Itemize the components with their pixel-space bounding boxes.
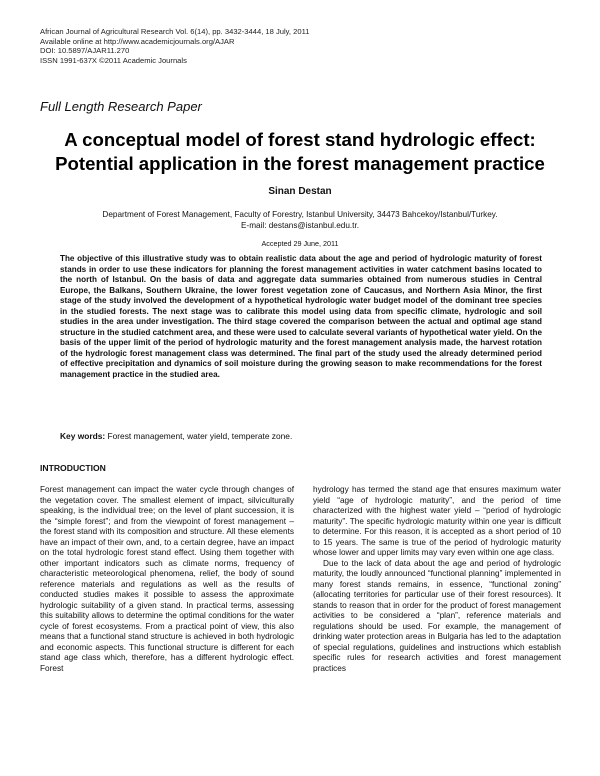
paper-title [20, 128, 580, 176]
journal-issn: ISSN 1991-637X ©2011 Academic Journals [40, 55, 187, 65]
right-column-paragraph-2: Due to the lack of data about the age and period of hydrologic maturity, the loudly announced “functional planning” implemented in many forest stands remains, in essence, “functional zoning” (allocating territories for particular use of their forest resources). It stands to reason that in order for the product of forest management activities to be considered a “plan”, reference materials and regulations should be used. For example, the management of drinking water protection areas in Bulgaria has led to the adaptation of special regulations, guidelines and instructions which establish specific rules for research activities and forest management practices [313, 558, 561, 673]
body-column-right [313, 485, 561, 674]
abstract: The objective of this illustrative study was to obtain realistic data about the age and period of hydrologic maturity of forest stands in order to use these indicators for planning the forest management activities in water catchment basins located to the north of Istanbul. On the basis of data and aggregate data summaries obtained from numerous studies in Central Europe, the Balkans, Southern Ukraine, the lower forest vegetation zone of Caucasus, and Northern Asia Minor, the first stage of the study involved the development of a hypothetical hydrologic water budget model of the dominant tree species in the studied forests. The next stage was to calibrate this model using data from specific climate, hydrologic and soil studies in the area under investigation. The third stage covered the comparison between the actual and optimal age stand structure in the studied catchment area, and these were used to calculate several variants of hypothetical water yield. On the basis of the upper limit of the period of hydrologic maturity and the forest management analysis made, the harvest rotation of the hydrologic forest management class was determined. The final part of the study used the already determined period of effective precipitation and dynamics of soil moisture during the growing season to make recommendations for the forest management practice in the studied area. [60, 254, 542, 379]
left-column-paragraph: Forest management can impact the water cycle through changes of the vegetation cover. The smallest element of impact, silviculturally speaking, is the individual tree; on the level of plant succession, it is the “simple forest”; and from the viewpoint of forest management – the forest stand with its composition and structure. All these elements have an impact of their own, and, to a certain degree, have an impact on the total hydrologic forest stand effect. Using them together with other important indicators such as climate norms, frequency of characteristic meteorological phenomena, relief, the body of sound reference materials and regulations as well as the results of conducted studies makes it possible to assess the approximate hydrologic suitability of a given stand. In practical terms, assessing this suitability allows to determine the optimal conditions for the water cycle of forest ecosystems. From a practical point of view, this also means that a functional stand structure is achieved in both hydrologic and economic aspects. This functional structure is different for each stand age class which, therefore, has a different hydrologic effect. Forest [40, 485, 294, 673]
title-line-2: Potential application in the forest management practice [55, 153, 545, 174]
journal-availability: Available online at http://www.academicjournals.org/AJAR [40, 36, 235, 46]
author-affiliation-block [0, 209, 600, 231]
accepted-date: Accepted 29 June, 2011 [261, 239, 339, 248]
title-line-1: A conceptual model of forest stand hydrologic effect: [64, 129, 536, 150]
paper-type: Full Length Research Paper [40, 99, 202, 114]
keywords-text: Forest management, water yield, temperate zone. [107, 431, 293, 441]
journal-doi: DOI: 10.5897/AJAR11.270 [40, 46, 130, 56]
journal-header [40, 27, 309, 65]
keywords-line [60, 431, 292, 441]
author-name: Sinan Destan [268, 186, 332, 197]
keywords-label: Key words: [60, 431, 106, 441]
right-column-paragraph-1: hydrology has termed the stand age that ensures maximum water yield “age of hydrologic maturity”, and the period of time characterized with the highest water yield – “period of hydrologic maturity”. The specific hydrologic maturity within one year is difficult to determine. For this reason, it is accepted as a short period of 10 to 15 years. The same is true of the period of hydrologic maturity whose lower and upper limits may vary even within one age class. [313, 485, 561, 557]
affiliation: Department of Forest Management, Faculty of Forestry, Istanbul University, 34473 Bahcekoy/Istanbul/Turkey. [102, 210, 498, 219]
introduction-heading: INTRODUCTION [40, 463, 106, 473]
body-column-left [40, 485, 294, 674]
journal-citation: African Journal of Agricultural Research Vol. 6(14), pp. 3432-3444, 18 July, 2011 [40, 27, 310, 36]
author-email: E-mail: destans@istanbul.edu.tr. [241, 221, 359, 230]
